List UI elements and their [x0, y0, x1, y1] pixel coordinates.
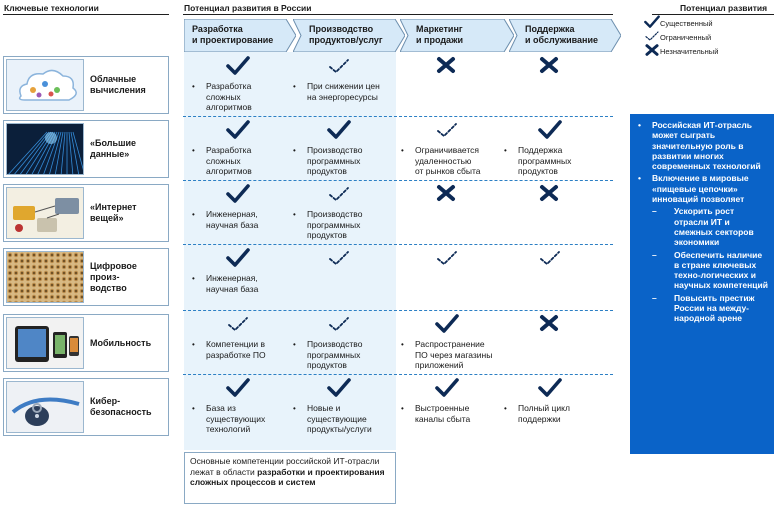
- tech-name-2: «Большие данные»: [90, 138, 137, 159]
- cell-bullet: •: [192, 82, 195, 91]
- side-bullet-1: Российская ИТ-отрасль может сыграть значительную роль в развитии многих современных технологий: [652, 120, 761, 172]
- stage-label-3: Маркетинг и продажи: [416, 24, 463, 45]
- row-divider: [183, 310, 613, 311]
- bottom-note-bold: разработки и проектирования сложных процессов и систем: [190, 466, 385, 487]
- potential-limited-icon: [327, 56, 351, 76]
- potential-high-icon: [327, 378, 351, 398]
- cell-bullet: •: [293, 82, 296, 91]
- cell-text-r3-c2: Производство программных продуктов: [307, 209, 363, 240]
- potential-low-icon: [538, 184, 560, 202]
- cell-text-r6-c3: Выстроенные каналы сбыта: [415, 403, 471, 424]
- tech-name-3: «Интернет вещей»: [90, 202, 137, 223]
- cell-bullet: •: [504, 404, 507, 413]
- cell-text-r4-c1: Инженерная, научная база: [206, 273, 259, 294]
- stage-chevron-2: [293, 19, 405, 52]
- potential-high-icon: [226, 378, 250, 398]
- cell-bullet: •: [192, 210, 195, 219]
- cell-text-r6-c4: Полный цикл поддержки: [518, 403, 570, 424]
- side-sub-1: Ускорить рост отрасли ИТ и смежных секторов экономики: [674, 206, 754, 248]
- row-divider: [183, 374, 613, 375]
- cell-text-r5-c1: Компетенции в разработке ПО: [206, 339, 266, 360]
- tech-name-5: Мобильность: [90, 337, 152, 348]
- cell-text-r6-c2: Новые и существующие продукты/услуги: [307, 403, 372, 434]
- potential-limited-icon: [435, 248, 459, 268]
- legend-low-icon: [644, 43, 660, 57]
- cell-text-r5-c3: Распространение ПО через магазины приложений: [415, 339, 493, 370]
- potential-low-icon: [538, 314, 560, 332]
- potential-limited-icon: [226, 314, 250, 334]
- cell-bullet: •: [504, 146, 507, 155]
- tech-name-6: Кибер- безопасность: [90, 396, 152, 417]
- potential-high-icon: [435, 314, 459, 334]
- row-divider: [183, 244, 613, 245]
- mobile-icon: [6, 317, 84, 369]
- legend-label-low: Незначительный: [660, 47, 719, 56]
- security-icon: [6, 381, 84, 433]
- data-icon: [6, 123, 84, 175]
- cloud-icon: [6, 59, 84, 111]
- cell-bullet: •: [401, 146, 404, 155]
- cell-bullet: •: [293, 210, 296, 219]
- stage-label-1: Разработка и проектирование: [192, 24, 274, 45]
- potential-limited-icon: [327, 248, 351, 268]
- cell-bullet: •: [192, 274, 195, 283]
- side-sub-3: Повысить престиж России на между-народной арене: [674, 292, 755, 324]
- potential-low-icon: [538, 56, 560, 74]
- stage-chevron-1: [184, 19, 296, 52]
- cell-bullet: •: [401, 340, 404, 349]
- potential-high-icon: [435, 378, 459, 398]
- cell-bullet: •: [192, 404, 195, 413]
- legend-limited-icon: [644, 29, 660, 43]
- side-panel: • Российская ИТ-отрасль может сыграть значительную роль в развитии многих современных технологий • Включение в мировые «пищевые цепочки» инноваций позволяет – Ускорить рост отрасли ИТ и смежных секторов экономики – Обеспечить наличие в стране ключевых техно-логических и научных компетенций – Повысить престиж России на между-народной арене: [630, 114, 774, 454]
- potential-header: Потенциал развития в России: [184, 3, 312, 13]
- potential-high-icon: [226, 248, 250, 268]
- stage-chevron-3: [400, 19, 514, 52]
- potential-high-icon: [226, 184, 250, 204]
- tech-name-4: Цифровое произ- водство: [90, 260, 137, 293]
- stage-label-2: Производство продуктов/услуг: [309, 24, 383, 45]
- cell-text-r2-c1: Разработка сложных алгоритмов: [206, 145, 252, 176]
- row-divider: [183, 180, 613, 181]
- legend-high-icon: [644, 15, 660, 29]
- cell-bullet: •: [192, 340, 195, 349]
- cell-bullet: •: [293, 404, 296, 413]
- potential-limited-icon: [327, 314, 351, 334]
- potential-high-icon: [538, 378, 562, 398]
- potential-low-icon: [435, 56, 457, 74]
- cell-bullet: •: [293, 146, 296, 155]
- key-tech-underline: [3, 14, 169, 15]
- cell-text-r1-c1: Разработка сложных алгоритмов: [206, 81, 252, 112]
- cell-text-r1-c2: При снижении цен на энергоресурсы: [307, 81, 380, 102]
- cell-bullet: •: [192, 146, 195, 155]
- potential-limited-icon: [327, 184, 351, 204]
- legend-label-high: Существенный: [660, 19, 713, 28]
- key-tech-header: Ключевые технологии: [4, 3, 99, 13]
- cell-text-r3-c1: Инженерная, научная база: [206, 209, 259, 230]
- tech-name-1: Облачные вычисления: [90, 74, 146, 95]
- cell-bullet: •: [401, 404, 404, 413]
- cell-text-r2-c2: Производство программных продуктов: [307, 145, 363, 176]
- side-bullet-2: Включение в мировые «пищевые цепочки» инноваций позволяет: [652, 173, 749, 205]
- bottom-note: [184, 452, 396, 504]
- stage-label-4: Поддержка и обслуживание: [525, 24, 598, 45]
- cell-text-r2-c3: Ограничивается удаленностью от рынков сбыта: [415, 145, 481, 176]
- potential-underline: [183, 14, 613, 15]
- legend-underline: [652, 14, 774, 15]
- row-divider: [183, 116, 613, 117]
- bottom-note-text: Основные компетенции российской ИТ-отрасли лежат в области: [190, 456, 380, 477]
- iot-icon: [6, 187, 84, 239]
- potential-low-icon: [435, 184, 457, 202]
- legend-title: Потенциал развития: [680, 3, 768, 13]
- manufacturing-icon: [6, 251, 84, 303]
- potential-high-icon: [226, 120, 250, 140]
- potential-limited-icon: [538, 248, 562, 268]
- stage-chevron-4: [509, 19, 621, 52]
- potential-high-icon: [327, 120, 351, 140]
- side-sub-2: Обеспечить наличие в стране ключевых техно-логических и научных компетенций: [674, 249, 768, 291]
- cell-text-r6-c1: База из существующих технологий: [206, 403, 266, 434]
- potential-limited-icon: [435, 120, 459, 140]
- potential-high-icon: [226, 56, 250, 76]
- potential-high-icon: [538, 120, 562, 140]
- legend-label-limited: Ограниченный: [660, 33, 712, 42]
- cell-text-r5-c2: Производство программных продуктов: [307, 339, 363, 370]
- cell-bullet: •: [293, 340, 296, 349]
- cell-text-r2-c4: Поддержка программных продуктов: [518, 145, 572, 176]
